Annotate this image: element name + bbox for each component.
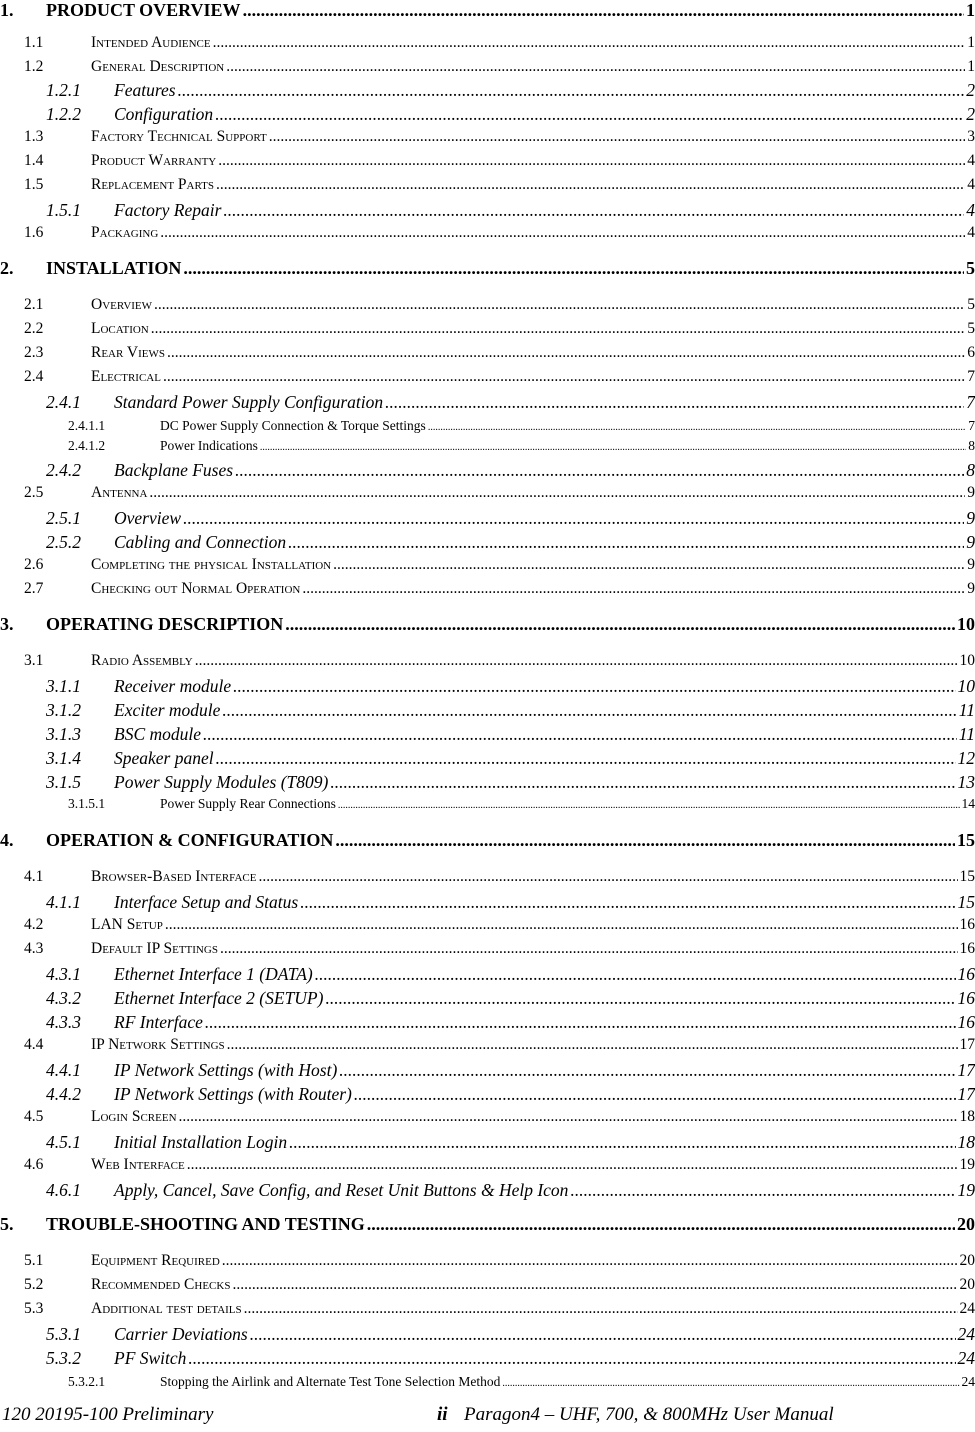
- toc-entry-title: IP Network Settings (with Router): [114, 1084, 352, 1104]
- toc-entry-number: 3.1: [24, 652, 44, 669]
- toc-entry-page: 9: [967, 556, 975, 573]
- toc-entry-number: 1.6: [24, 224, 44, 241]
- toc-leader-dots: [160, 224, 965, 242]
- toc-entry-number: 4.3.1: [46, 964, 81, 984]
- toc-entry-title: Power Supply Rear Connections: [160, 796, 336, 811]
- toc-entry-number: 2.4.1: [46, 392, 81, 412]
- toc-entry-page: 20: [959, 1276, 975, 1293]
- toc-entry-number: 3.1.5: [46, 772, 81, 792]
- toc-leader-dots: [243, 0, 964, 21]
- toc-entry[interactable]: [0, 1252, 975, 1274]
- toc-entry-number: 4.3.2: [46, 988, 81, 1008]
- page-footer: [0, 1404, 975, 1430]
- toc-entry-number: 1.5.1: [46, 200, 81, 220]
- toc-entry-page: 9: [967, 580, 975, 597]
- toc-leader-dots: [195, 652, 958, 670]
- toc-entry-title: OPERATING DESCRIPTION: [46, 614, 284, 634]
- toc-entry-number: 5.3.2: [46, 1348, 81, 1368]
- toc-entry-title: Checking out Normal Operation: [91, 580, 301, 597]
- toc-entry[interactable]: [0, 868, 975, 890]
- toc-entry[interactable]: [0, 460, 975, 484]
- toc-entry[interactable]: [0, 438, 975, 456]
- toc-entry-title: Product Warranty: [91, 152, 217, 169]
- toc-entry[interactable]: [0, 368, 975, 390]
- toc-entry[interactable]: [0, 1012, 975, 1036]
- toc-entry-number: 4.6: [24, 1156, 44, 1173]
- toc-entry-page: 4: [967, 176, 975, 193]
- toc-entry-number: 4.4: [24, 1036, 44, 1053]
- toc-entry-number: 3.1.4: [46, 748, 81, 768]
- toc-entry-page: 10: [959, 652, 975, 669]
- toc-leader-dots: [288, 532, 964, 553]
- toc-entry-title: Completing the physical Installation: [91, 556, 332, 573]
- toc-entry-number: 5.3.1: [46, 1324, 81, 1344]
- toc-entry-title: DC Power Supply Connection & Torque Settings: [160, 418, 426, 433]
- toc-entry-title: Exciter module: [114, 700, 221, 720]
- toc-entry-number: 1.1: [24, 34, 44, 51]
- toc-entry[interactable]: [0, 484, 975, 506]
- toc-entry-title: Stopping the Airlink and Alternate Test Tone Selection Method: [160, 1374, 501, 1389]
- toc-entry[interactable]: [0, 1180, 975, 1204]
- toc-entry-number: 5.1: [24, 1252, 44, 1269]
- toc-entry[interactable]: [0, 508, 975, 532]
- toc-entry[interactable]: [0, 34, 975, 56]
- toc-entry-number: 4.4.2: [46, 1084, 81, 1104]
- toc-leader-dots: [154, 296, 965, 314]
- toc-entry-number: 1.5: [24, 176, 44, 193]
- toc-entry-page: 11: [958, 724, 975, 744]
- toc-entry-title: LAN Setup: [91, 916, 163, 933]
- toc-entry-title: Factory Repair: [114, 200, 222, 220]
- toc-leader-dots: [218, 152, 965, 170]
- toc-entry-title: Packaging: [91, 224, 159, 241]
- toc-entry-title: Rear Views: [91, 344, 166, 361]
- toc-entry-page: 2: [966, 104, 975, 124]
- toc-entry-number: 1.: [0, 0, 14, 20]
- toc-entry[interactable]: [0, 652, 975, 674]
- toc-entry-page: 2: [966, 80, 975, 100]
- toc-leader-dots: [149, 484, 965, 502]
- toc-entry-page: 16: [959, 940, 975, 957]
- toc-entry-page: 12: [957, 748, 975, 768]
- toc-entry-title: Intended Audience: [91, 34, 211, 51]
- toc-entry-page: 14: [961, 796, 975, 811]
- toc-entry-page: 19: [959, 1156, 975, 1173]
- toc-entry[interactable]: [0, 1276, 975, 1298]
- toc-entry[interactable]: [0, 988, 975, 1012]
- toc-entry[interactable]: [0, 748, 975, 772]
- toc-entry[interactable]: [0, 320, 975, 342]
- toc-leader-dots: [315, 964, 956, 985]
- toc-entry-page: 17: [957, 1084, 975, 1104]
- toc-leader-dots: [223, 200, 964, 221]
- toc-entry-number: 2.4.1.2: [68, 438, 106, 453]
- toc-entry-number: 5.3: [24, 1300, 44, 1317]
- toc-entry-number: 2.4: [24, 368, 44, 385]
- toc-entry-number: 4.3: [24, 940, 44, 957]
- toc-entry-title: Cabling and Connection: [114, 532, 287, 552]
- toc-entry-number: 4.2: [24, 916, 44, 933]
- toc-entry[interactable]: [0, 58, 975, 80]
- toc-leader-dots: [367, 1214, 955, 1235]
- toc-entry[interactable]: [0, 1132, 975, 1156]
- toc-leader-dots: [258, 868, 957, 886]
- footer-page-label: ii: [437, 1404, 448, 1425]
- toc-entry[interactable]: [0, 104, 975, 128]
- toc-entry[interactable]: [0, 1060, 975, 1084]
- toc-entry[interactable]: [0, 1108, 975, 1130]
- toc-entry[interactable]: [0, 200, 975, 224]
- toc-entry[interactable]: [0, 392, 975, 416]
- toc-leader-dots: [232, 1276, 957, 1294]
- toc-entry-title: OPERATION & CONFIGURATION: [46, 830, 334, 850]
- toc-leader-dots: [183, 258, 964, 279]
- toc-leader-dots: [330, 772, 955, 793]
- toc-leader-dots: [205, 1012, 956, 1033]
- toc-entry-number: 3.1.3: [46, 724, 81, 744]
- toc-entry-page: 1: [966, 0, 975, 20]
- toc-entry-title: Receiver module: [114, 676, 232, 696]
- toc-entry-title: Apply, Cancel, Save Config, and Reset Unit Buttons & Help Icon: [114, 1180, 569, 1200]
- toc-entry[interactable]: [0, 614, 975, 640]
- toc-entry-page: 13: [957, 772, 975, 792]
- toc-entry[interactable]: [0, 892, 975, 916]
- toc-entry-title: Interface Setup and Status: [114, 892, 299, 912]
- toc-entry-number: 4.1.1: [46, 892, 81, 912]
- toc-leader-dots: [354, 1084, 956, 1105]
- toc-entry-number: 2.5: [24, 484, 44, 501]
- toc-entry-title: Default IP Settings: [91, 940, 218, 957]
- toc-leader-dots: [227, 1036, 958, 1054]
- toc-leader-dots: [325, 988, 955, 1009]
- toc-leader-dots: [570, 1180, 955, 1201]
- toc-entry-page: 17: [957, 1060, 975, 1080]
- toc-entry-title: Power Supply Modules (T809): [114, 772, 329, 792]
- toc-entry-title: Overview: [91, 296, 153, 313]
- toc-entry-number: 4.: [0, 830, 14, 850]
- toc-entry-number: 3.1.1: [46, 676, 81, 696]
- toc-entry-page: 24: [957, 1348, 975, 1368]
- toc-entry-page: 7: [968, 418, 975, 433]
- toc-entry-title: Power Indications: [160, 438, 258, 453]
- toc-entry[interactable]: [0, 1084, 975, 1108]
- toc-entry[interactable]: [0, 724, 975, 748]
- toc-leader-dots: [213, 34, 966, 52]
- toc-entry-title: Speaker panel: [114, 748, 214, 768]
- toc-entry[interactable]: [0, 796, 975, 814]
- toc-entry[interactable]: [0, 532, 975, 556]
- toc-entry-title: Location: [91, 320, 149, 337]
- toc-entry-page: 24: [959, 1300, 975, 1317]
- toc-entry-number: 2.7: [24, 580, 44, 597]
- toc-entry-page: 20: [959, 1252, 975, 1269]
- toc-entry-title: Ethernet Interface 1 (DATA): [114, 964, 313, 984]
- toc-leader-dots: [285, 614, 955, 635]
- toc-leader-dots: [335, 830, 955, 851]
- toc-entry-title: PRODUCT OVERVIEW: [46, 0, 241, 20]
- toc-entry-number: 2.5.2: [46, 532, 81, 552]
- toc-entry-title: Browser-Based Interface: [91, 868, 257, 885]
- toc-entry-page: 5: [967, 296, 975, 313]
- toc-entry-title: General Description: [91, 58, 225, 75]
- toc-entry-page: 9: [966, 532, 975, 552]
- toc-leader-dots: [216, 176, 965, 194]
- toc-entry[interactable]: [0, 1156, 975, 1178]
- toc-entry-number: 4.5: [24, 1108, 44, 1125]
- toc-entry-title: Factory Technical Support: [91, 128, 267, 145]
- toc-leader-dots: [163, 368, 965, 386]
- toc-entry-title: TROUBLE-SHOOTING AND TESTING: [46, 1214, 365, 1234]
- footer-manual-title: Paragon4 – UHF, 700, & 800MHz User Manual: [464, 1404, 834, 1425]
- toc-leader-dots: [385, 392, 964, 413]
- toc-entry[interactable]: [0, 128, 975, 150]
- toc-entry[interactable]: [0, 676, 975, 700]
- toc-entry-number: 3.1.2: [46, 700, 81, 720]
- toc-entry-page: 9: [966, 508, 975, 528]
- toc-entry-page: 15: [959, 868, 975, 885]
- toc-entry-page: 24: [957, 1324, 975, 1344]
- toc-entry-number: 4.1: [24, 868, 44, 885]
- toc-entry-number: 3.: [0, 614, 14, 634]
- toc-leader-dots: [215, 104, 964, 125]
- toc-entry[interactable]: [0, 1324, 975, 1348]
- toc-entry[interactable]: [0, 830, 975, 856]
- toc-leader-dots: [244, 1300, 958, 1318]
- toc-entry-title: Features: [114, 80, 176, 100]
- toc-entry[interactable]: [0, 176, 975, 198]
- toc-entry-page: 15: [957, 892, 975, 912]
- toc-leader-dots: [289, 1132, 955, 1153]
- toc-entry-page: 6: [967, 344, 975, 361]
- toc-entry-number: 4.6.1: [46, 1180, 81, 1200]
- toc-entry[interactable]: [0, 1214, 975, 1240]
- toc-entry-page: 4: [966, 200, 975, 220]
- toc-entry[interactable]: [0, 0, 975, 26]
- toc-entry-page: 7: [966, 392, 975, 412]
- toc-entry-number: 2.3: [24, 344, 44, 361]
- toc-entry-number: 2.1: [24, 296, 44, 313]
- toc-entry[interactable]: [0, 580, 975, 602]
- toc-entry-page: 24: [961, 1374, 975, 1389]
- toc-leader-dots: [183, 508, 964, 529]
- toc-entry[interactable]: [0, 940, 975, 962]
- toc-entry[interactable]: [0, 1300, 975, 1322]
- toc-entry-title: Equipment Required: [91, 1252, 220, 1269]
- toc-leader-dots: [302, 580, 965, 598]
- toc-leader-dots: [222, 700, 956, 721]
- toc-leader-dots: [203, 724, 957, 745]
- toc-entry-number: 1.2: [24, 58, 44, 75]
- toc-entry-title: Overview: [114, 508, 182, 528]
- toc-entry-number: 2.4.2: [46, 460, 81, 480]
- toc-entry-page: 20: [957, 1214, 975, 1234]
- toc-entry-number: 4.3.3: [46, 1012, 81, 1032]
- toc-leader-dots: [222, 1252, 958, 1270]
- toc-leader-dots: [338, 800, 960, 811]
- toc-entry-page: 4: [967, 152, 975, 169]
- toc-entry-page: 10: [957, 676, 975, 696]
- toc-entry[interactable]: [0, 152, 975, 174]
- toc-entry-title: Ethernet Interface 2 (SETUP): [114, 988, 324, 1008]
- toc-entry-number: 4.5.1: [46, 1132, 81, 1152]
- toc-leader-dots: [233, 676, 955, 697]
- toc-entry-number: 1.4: [24, 152, 44, 169]
- toc-entry-page: 18: [957, 1132, 975, 1152]
- toc-entry-title: Login Screen: [91, 1108, 177, 1125]
- toc-entry-page: 8: [966, 460, 975, 480]
- footer-doc-number: 120 20195-100 Preliminary: [2, 1404, 214, 1425]
- toc-entry[interactable]: [0, 418, 975, 436]
- toc-leader-dots: [178, 80, 965, 101]
- toc-entry-number: 3.1.5.1: [68, 796, 106, 811]
- toc-entry[interactable]: [0, 224, 975, 246]
- toc-entry-title: Electrical: [91, 368, 161, 385]
- toc-entry-page: 15: [957, 830, 975, 850]
- toc-leader-dots: [179, 1108, 958, 1126]
- toc-leader-dots: [188, 1348, 955, 1369]
- toc-entry-page: 7: [967, 368, 975, 385]
- toc-leader-dots: [250, 1324, 956, 1345]
- toc-entry-page: 9: [967, 484, 975, 501]
- toc-leader-dots: [428, 422, 966, 433]
- toc-entry[interactable]: [0, 1348, 975, 1372]
- toc-entry-page: 17: [959, 1036, 975, 1053]
- toc-entry-page: 8: [968, 438, 975, 453]
- toc-entry[interactable]: [0, 296, 975, 318]
- toc-entry-title: Configuration: [114, 104, 214, 124]
- toc-leader-dots: [333, 556, 965, 574]
- toc-leader-dots: [167, 344, 965, 362]
- toc-entry-title: Radio Assembly: [91, 652, 193, 669]
- toc-entry-page: 5: [966, 258, 975, 278]
- toc-leader-dots: [269, 128, 966, 146]
- toc-leader-dots: [187, 1156, 958, 1174]
- toc-leader-dots: [502, 1378, 959, 1389]
- toc-entry-page: 3: [967, 128, 975, 145]
- toc-entry[interactable]: [0, 556, 975, 578]
- toc-entry[interactable]: [0, 964, 975, 988]
- toc-entry-number: 5.3.2.1: [68, 1374, 106, 1389]
- toc-leader-dots: [165, 916, 958, 934]
- toc-entry-number: 1.2.1: [46, 80, 81, 100]
- toc-leader-dots: [260, 442, 966, 453]
- toc-entry-title: Antenna: [91, 484, 148, 501]
- toc-entry-title: IP Network Settings: [91, 1036, 225, 1053]
- toc-entry-number: 2.: [0, 258, 14, 278]
- toc-entry-number: 2.2: [24, 320, 44, 337]
- toc-leader-dots: [151, 320, 966, 338]
- toc-entry-page: 16: [957, 964, 975, 984]
- toc-leader-dots: [339, 1060, 955, 1081]
- toc-entry-number: 5.2: [24, 1276, 44, 1293]
- toc-entry[interactable]: [0, 80, 975, 104]
- toc-leader-dots: [226, 58, 965, 76]
- toc-entry-page: 11: [958, 700, 975, 720]
- toc-entry-title: IP Network Settings (with Host): [114, 1060, 338, 1080]
- toc-entry-title: PF Switch: [114, 1348, 187, 1368]
- toc-entry-page: 16: [959, 916, 975, 933]
- toc-entry-number: 2.4.1.1: [68, 418, 106, 433]
- toc-entry-title: Standard Power Supply Configuration: [114, 392, 384, 412]
- toc-entry-number: 1.2.2: [46, 104, 81, 124]
- toc-entry-title: Initial Installation Login: [114, 1132, 288, 1152]
- toc-entry-number: 2.5.1: [46, 508, 81, 528]
- toc-entry-page: 10: [957, 614, 975, 634]
- toc-leader-dots: [235, 460, 964, 481]
- toc-entry[interactable]: [0, 700, 975, 724]
- toc-entry-page: 4: [967, 224, 975, 241]
- toc-entry-number: 2.6: [24, 556, 44, 573]
- toc-entry-page: 18: [959, 1108, 975, 1125]
- toc-entry-title: RF Interface: [114, 1012, 203, 1032]
- toc-entry[interactable]: [0, 344, 975, 366]
- toc-entry-title: BSC module: [114, 724, 202, 744]
- toc-entry-title: Carrier Deviations: [114, 1324, 248, 1344]
- toc-entry-page: 16: [957, 988, 975, 1008]
- toc-entry[interactable]: [0, 258, 975, 284]
- toc-leader-dots: [300, 892, 955, 913]
- toc-entry-page: 1: [967, 34, 975, 51]
- toc-entry-number: 5.: [0, 1214, 14, 1234]
- toc-entry-page: 16: [957, 1012, 975, 1032]
- toc-entry[interactable]: [0, 772, 975, 796]
- toc-entry-title: Recommended Checks: [91, 1276, 231, 1293]
- toc-entry-title: Additional test details: [91, 1300, 242, 1317]
- toc-entry-page: 5: [967, 320, 975, 337]
- toc-leader-dots: [216, 748, 956, 769]
- toc-entry[interactable]: [0, 916, 975, 938]
- toc-entry-number: 1.3: [24, 128, 44, 145]
- toc-leader-dots: [220, 940, 958, 958]
- toc-entry-page: 19: [957, 1180, 975, 1200]
- toc-entry-page: 1: [967, 58, 975, 75]
- toc-entry[interactable]: [0, 1036, 975, 1058]
- toc-entry-title: Web Interface: [91, 1156, 185, 1173]
- toc-entry[interactable]: [0, 1374, 975, 1392]
- toc-entry-title: INSTALLATION: [46, 258, 182, 278]
- toc-entry-number: 4.4.1: [46, 1060, 81, 1080]
- toc-entry-title: Replacement Parts: [91, 176, 215, 193]
- toc-entry-title: Backplane Fuses: [114, 460, 234, 480]
